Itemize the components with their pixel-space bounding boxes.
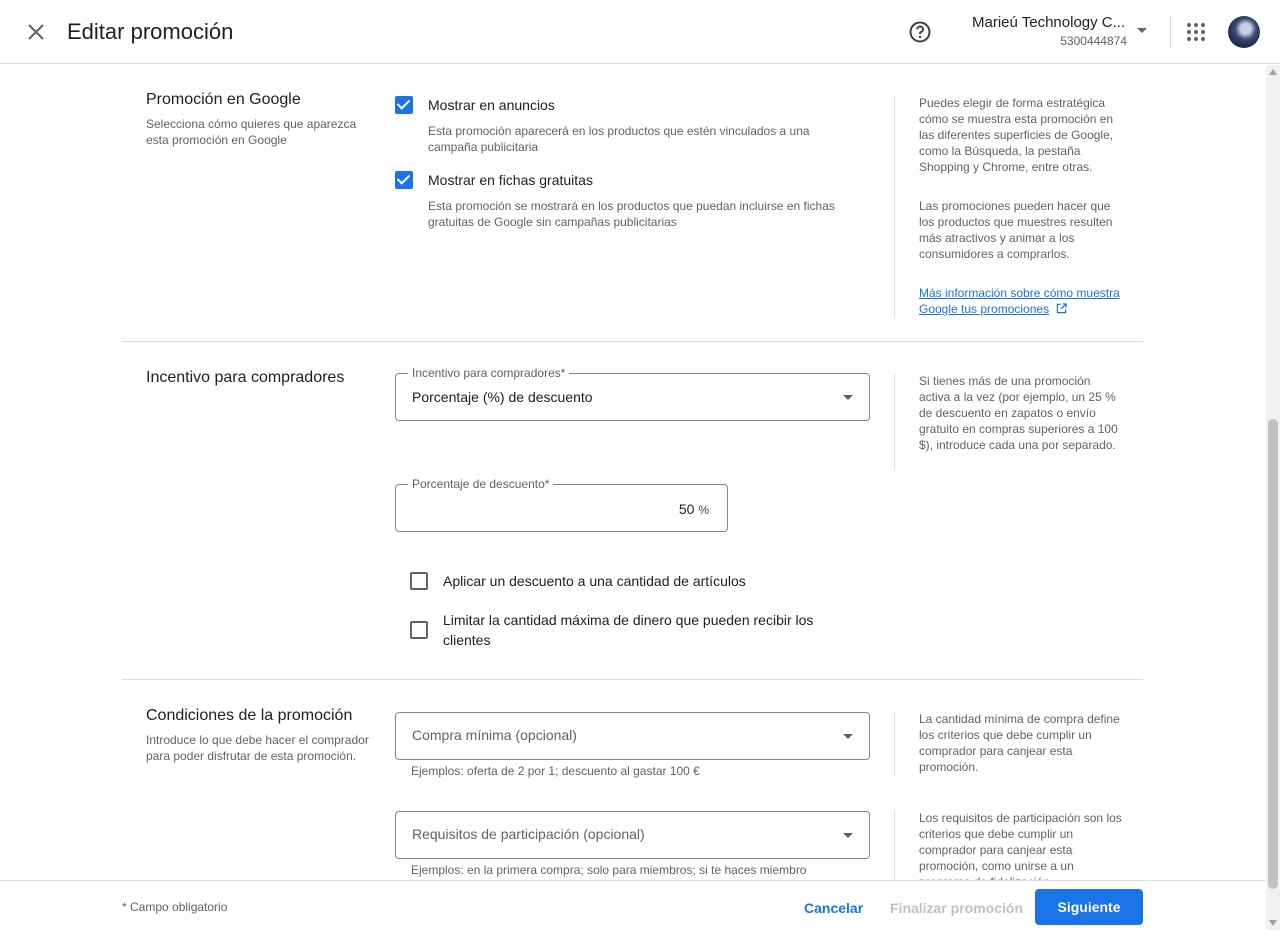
min-purchase-select[interactable] <box>395 712 870 760</box>
top-app-bar <box>0 0 1280 64</box>
vertical-scrollbar[interactable] <box>1266 65 1280 930</box>
checkbox-limit-max-amount[interactable] <box>410 621 428 639</box>
checkbox-show-in-free-listings[interactable] <box>395 171 413 189</box>
scroll-up-arrow-icon[interactable] <box>1269 69 1277 75</box>
open-in-new-icon <box>1056 302 1067 318</box>
learn-more-link-wrap <box>919 285 1124 318</box>
side-rule <box>894 811 895 891</box>
side-text-min-purchase: La cantidad mínima de compra define los criterios que debe cumplir un comprador para canjear esta promoción. <box>919 712 1120 774</box>
side-text-participation: Los requisitos de participación son los criterios que debe cumplir un comprador para canjear esta promoción, como unirse a un <box>919 811 1122 873</box>
help-icon[interactable] <box>908 20 932 44</box>
side-rule <box>894 95 895 317</box>
section-divider <box>122 341 1143 342</box>
header-divider <box>1170 16 1171 48</box>
checkbox-label-show-in-free-listings: Mostrar en fichas gratuitas <box>428 172 593 188</box>
chevron-down-icon <box>843 833 853 838</box>
required-field-note: * Campo obligatorio <box>122 900 228 914</box>
scroll-down-arrow-icon[interactable] <box>1269 920 1277 926</box>
checkbox-apply-qty-discount[interactable] <box>410 572 428 590</box>
participation-req-hint: Ejemplos: en la primera compra; solo para miembros; si te haces miembro <box>411 863 807 877</box>
section-title-incentive: Incentivo para compradores <box>146 369 345 386</box>
close-icon[interactable] <box>24 20 48 44</box>
checkbox-label-show-in-ads: Mostrar en anuncios <box>428 97 555 113</box>
footer-bar <box>0 880 1265 932</box>
side-text-google-1: Puedes elegir de forma estratégica cómo se muestra esta promoción en las diferentes superficies de Google, como la Búsqueda, la pestaña Shopping y Chrome, entre otras. <box>919 96 1114 174</box>
main-content <box>0 65 1265 880</box>
checkbox-show-in-ads[interactable] <box>395 96 413 114</box>
side-text-incentive: Si tienes más de una promoción activa a la vez (por ejemplo, un 25 % de descuento en zapatos o envío gratuito en compras superiores a 100 $), introduce cada una por separado. <box>919 374 1118 452</box>
checkbox-help-show-in-ads: Esta promoción aparecerá en los productos que estén vinculados a una campaña publicitaria <box>428 124 810 154</box>
chevron-down-icon[interactable] <box>1137 28 1147 33</box>
discount-percent-label: Porcentaje de descuento* <box>408 477 553 491</box>
page-title: Editar promoción <box>67 19 234 44</box>
apps-grid-icon[interactable] <box>1186 22 1206 42</box>
incentive-select-label: Incentivo para compradores* <box>408 366 569 380</box>
finalize-promotion-button: Finalizar promoción <box>890 900 1024 916</box>
min-purchase-hint: Ejemplos: oferta de 2 por 1; descuento al gastar 100 € <box>411 764 700 778</box>
scroll-thumb[interactable] <box>1268 419 1278 889</box>
discount-percent-input[interactable] <box>395 477 728 532</box>
account-id: 5300444874 <box>1060 34 1127 48</box>
chevron-down-icon <box>843 734 853 739</box>
side-rule <box>894 712 895 776</box>
side-rule <box>894 373 895 469</box>
account-switcher[interactable] <box>972 14 1132 48</box>
avatar[interactable] <box>1228 16 1260 48</box>
discount-percent-value: 50 <box>678 501 695 517</box>
chevron-down-icon <box>843 395 853 400</box>
section-subtitle-conditions: Introduce lo que debe hacer el comprador para poder disfrutar de esta promoción. <box>146 733 369 763</box>
next-button[interactable]: Siguiente <box>1035 889 1143 925</box>
section-subtitle-google: Selecciona cómo quieres que aparezca esta promoción en Google <box>146 117 357 147</box>
participation-req-placeholder: Requisitos de participación (opcional) <box>412 826 645 842</box>
incentive-select[interactable] <box>395 366 870 421</box>
side-text-google-2: Las promociones pueden hacer que los productos que muestres resulten más atractivos y animar a los consumidores a comprarlos. <box>919 199 1113 261</box>
section-title-google: Promoción en Google <box>146 91 301 108</box>
checkbox-help-show-in-free-listings: Esta promoción se mostrará en los productos que puedan incluirse en fichas gratuitas de Google sin campañas publicitarias <box>428 199 835 229</box>
section-title-conditions: Condiciones de la promoción <box>146 707 353 724</box>
min-purchase-placeholder: Compra mínima (opcional) <box>412 727 577 743</box>
checkbox-label-apply-qty-discount: Aplicar un descuento a una cantidad de artículos <box>443 573 746 589</box>
learn-more-link[interactable]: Más información sobre cómo muestra Google tus promociones <box>919 286 1120 316</box>
incentive-select-value: Porcentaje (%) de descuento <box>412 389 593 405</box>
participation-req-select[interactable] <box>395 811 870 859</box>
cancel-button[interactable]: Cancelar <box>804 900 864 916</box>
account-name: Marieú Technology C... <box>972 14 1126 31</box>
checkbox-label-limit-max-amount: Limitar la cantidad máxima de dinero que pueden recibir los clientes <box>443 612 814 648</box>
section-divider <box>122 679 1143 680</box>
percent-suffix: % <box>698 503 709 517</box>
